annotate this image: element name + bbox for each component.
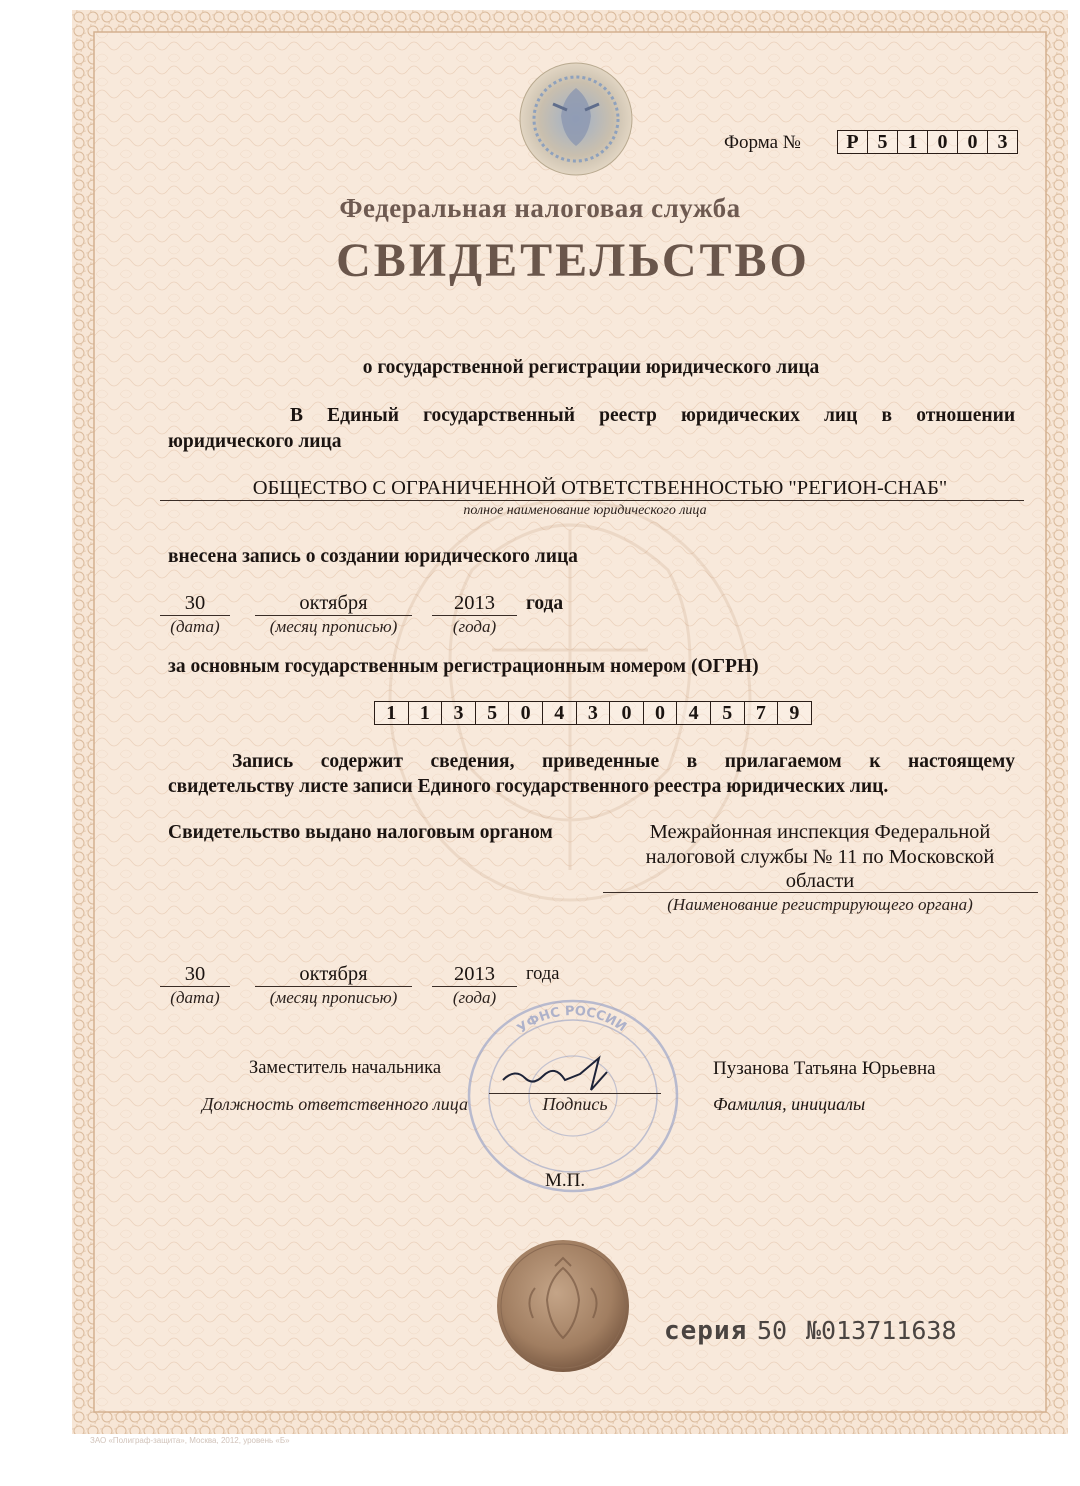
entry-text: внесена запись о создании юридического лица — [168, 546, 578, 567]
embossed-seal — [495, 1238, 631, 1374]
certificate-title: СВИДЕТЕЛЬСТВО — [336, 234, 810, 287]
date2-suffix: года — [526, 964, 560, 984]
body.ogrn_digits-cell: 0 — [644, 702, 678, 724]
date2-day-underline — [160, 986, 230, 987]
form-label: Форма № — [724, 132, 801, 153]
date2-month-underline — [255, 986, 412, 987]
word: прилагаемом — [724, 751, 842, 772]
word: В — [290, 405, 304, 426]
signature-caption: Подпись — [542, 1094, 608, 1114]
body.ogrn_digits-cell: 3 — [442, 702, 476, 724]
signature — [495, 1050, 625, 1095]
word: Единый — [327, 405, 399, 426]
body.ogrn_digits-cell: 1 — [375, 702, 409, 724]
body.ogrn_digits-cell: 4 — [543, 702, 577, 724]
serial-label: серия — [664, 1316, 748, 1346]
word: государственный — [423, 405, 575, 426]
form.code-cell: 5 — [868, 131, 898, 153]
authority-caption: (Наименование регистрирующего органа) — [667, 895, 973, 914]
word: сведения, — [430, 751, 515, 772]
word: реестр — [599, 405, 657, 426]
word: в — [686, 751, 698, 772]
date1-suffix: года — [526, 593, 564, 614]
intro-line-1 — [290, 405, 1015, 427]
authority-line-1: Межрайонная инспекция Федеральной — [649, 821, 991, 843]
serial-series: 50 — [757, 1316, 788, 1345]
date2-year-underline — [432, 986, 517, 987]
issued-label: Свидетельство выдано налоговым органом — [168, 822, 553, 843]
body.ogrn_digits-cell: 7 — [745, 702, 779, 724]
date1-day-caption: (дата) — [170, 617, 220, 636]
word: приведенные — [542, 751, 660, 772]
date1-month-underline — [255, 615, 412, 616]
form.code-cell: 0 — [958, 131, 988, 153]
body.ogrn_digits-cell: 9 — [789, 702, 800, 724]
date1-day: 30 — [184, 592, 206, 614]
word: в — [881, 405, 893, 426]
hologram-emblem — [517, 60, 635, 178]
body.ogrn_digits-cell: 5 — [476, 702, 510, 724]
intro-line-2: юридического лица — [168, 431, 342, 452]
certificate-subtitle: о государственной регистрации юридического лица — [362, 357, 820, 378]
form.code-cell: 0 — [928, 131, 958, 153]
word: содержит — [320, 751, 403, 772]
signer-position: Заместитель начальника — [248, 1058, 442, 1078]
date2-day: 30 — [184, 963, 206, 985]
date1-month-caption: (месяц прописью) — [269, 617, 398, 636]
position-caption: Должность ответственного лица — [201, 1094, 468, 1114]
authority-line-2: налоговой службы № 11 по Московской — [645, 846, 995, 868]
company-name-underline — [160, 500, 1024, 501]
date2-month: октября — [299, 963, 368, 985]
body.ogrn_digits-cell: 3 — [577, 702, 611, 724]
authority-underline — [603, 892, 1038, 893]
body.ogrn_digits-cell: 4 — [677, 702, 711, 724]
stamp-text: УФНС РОССИИ — [514, 1003, 629, 1037]
word: юридических — [680, 405, 800, 426]
date1-month: октября — [299, 592, 368, 614]
date1-day-underline — [160, 615, 230, 616]
signer-name: Пузанова Татьяна Юрьевна — [713, 1058, 936, 1079]
form-code — [837, 130, 1018, 154]
word: Запись — [232, 751, 294, 772]
date2-year-caption: (года) — [452, 988, 497, 1007]
date2-year: 2013 — [454, 963, 495, 985]
company-caption: полное наименование юридического лица — [463, 503, 707, 518]
date2-day-caption: (дата) — [170, 988, 220, 1007]
authority-line-3: области — [785, 870, 855, 892]
printer-imprint: ЗАО «Полиграф-защита», Москва, 2012, уровень «Б» — [90, 1436, 290, 1445]
word: настоящему — [907, 751, 1016, 772]
ogrn-number — [374, 701, 812, 725]
body.ogrn_digits-cell: 0 — [509, 702, 543, 724]
body.ogrn_digits-cell: 0 — [610, 702, 644, 724]
serial-number: №013711638 — [806, 1316, 957, 1345]
record-line-1 — [232, 751, 1015, 773]
date2-month-caption: (месяц прописью) — [269, 988, 398, 1007]
record-line-2: свидетельству листе записи Единого государственного реестра юридических лиц. — [168, 776, 889, 797]
signer-caption: Фамилия, инициалы — [713, 1094, 866, 1114]
form.code-cell: Р — [838, 131, 868, 153]
stamp-place: М.П. — [545, 1170, 586, 1191]
word: отношении — [916, 405, 1016, 426]
body.ogrn_digits-cell: 1 — [409, 702, 443, 724]
ogrn-label: за основным государственным регистрационным номером (ОГРН) — [168, 656, 759, 677]
form.code-cell: 3 — [997, 131, 1008, 153]
company-name: ОБЩЕСТВО С ОГРАНИЧЕННОЙ ОТВЕТСТВЕННОСТЬЮ "РЕГИОН-СНАБ" — [252, 477, 948, 499]
date1-year: 2013 — [454, 592, 495, 614]
word: к — [869, 751, 881, 772]
word: лиц — [823, 405, 858, 426]
date1-year-underline — [432, 615, 517, 616]
service-name: Федеральная налоговая служба — [339, 193, 741, 223]
body.ogrn_digits-cell: 5 — [711, 702, 745, 724]
form.code-cell: 1 — [898, 131, 928, 153]
date1-year-caption: (года) — [452, 617, 497, 636]
